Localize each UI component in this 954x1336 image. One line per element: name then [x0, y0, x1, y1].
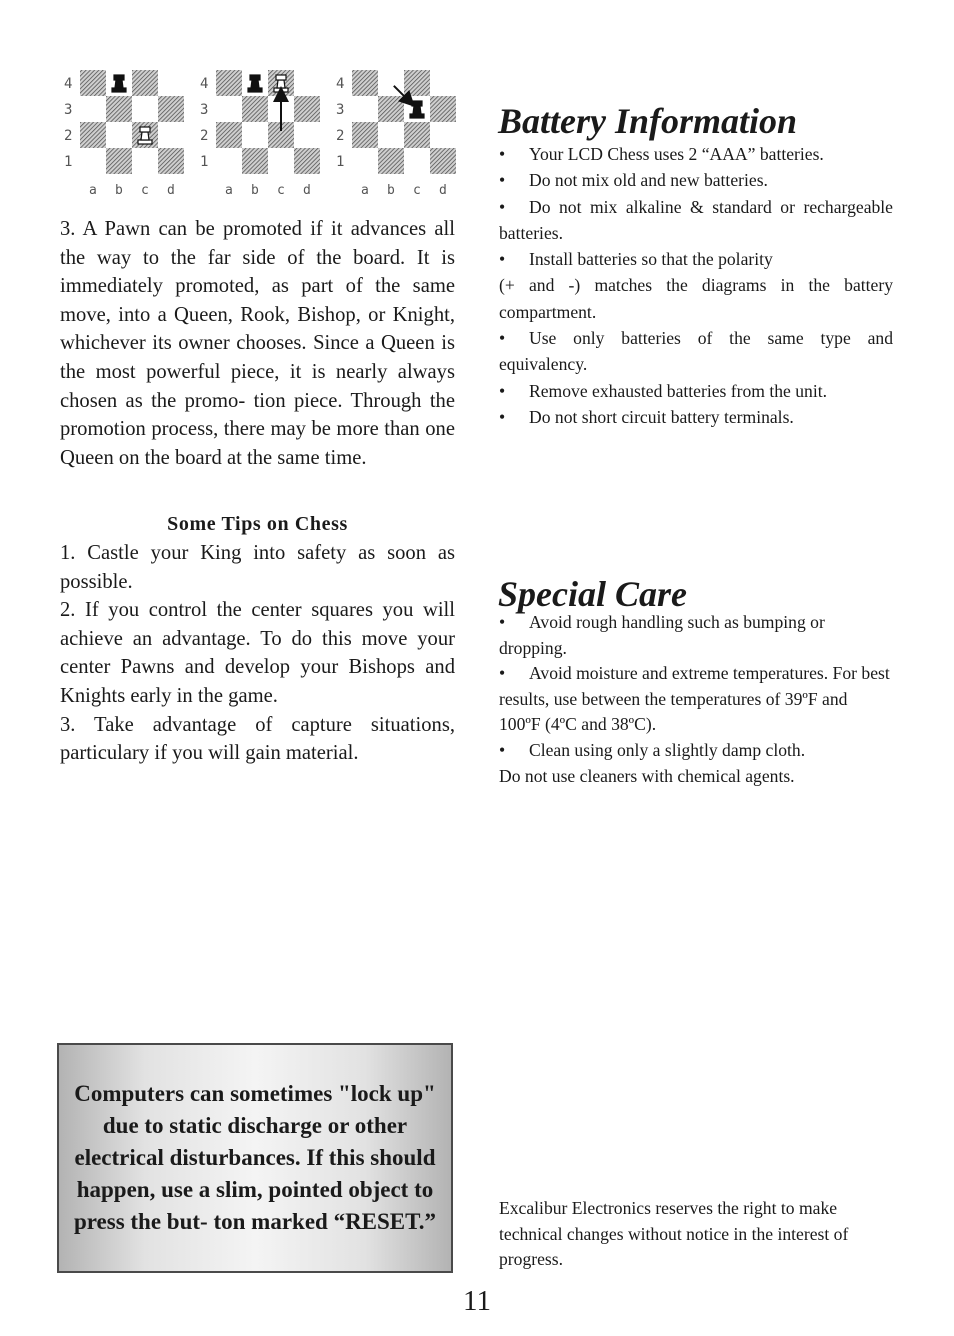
board-square [404, 70, 430, 96]
rank-label: 1 [64, 154, 73, 170]
board-square [378, 148, 404, 174]
list-item: • Your LCD Chess uses 2 “AAA” batteries. [499, 141, 893, 167]
bullet-icon: • [499, 739, 506, 760]
bullet-icon: • [499, 406, 506, 427]
rank-label: 3 [336, 102, 345, 118]
reset-notice-text: Computers can sometimes "lock up" due to static discharge or other electrical disturbances. If this should happen, use a slim, pointed object to press the but- ton marked “RESET.” [73, 1081, 437, 1234]
bullet-icon: • [499, 328, 506, 349]
file-label: b [387, 183, 395, 198]
tip-item: 1. Castle your King into safety as soon as possible. [60, 542, 455, 593]
board-square [352, 70, 378, 96]
bullet-icon: • [499, 196, 506, 217]
list-item: • Use only batteries of the same type and equivalency. [499, 325, 893, 378]
battery-heading: Battery Information [498, 101, 798, 141]
board-square [80, 148, 106, 174]
board-square [158, 96, 184, 122]
special-care-list [499, 610, 893, 789]
board-square [132, 70, 158, 96]
rank-label: 2 [336, 128, 345, 144]
file-label: a [361, 183, 369, 198]
board-square [430, 148, 456, 174]
board-square [294, 148, 320, 174]
rank-label: 2 [64, 128, 73, 144]
list-item: • Do not mix old and new batteries. [499, 167, 893, 193]
file-label: b [251, 183, 259, 198]
board-square [158, 122, 184, 148]
rank-label: 2 [200, 128, 209, 144]
file-label: c [413, 183, 421, 198]
pawn-head [140, 127, 150, 132]
file-label: a [89, 183, 97, 198]
board-square [352, 122, 378, 148]
rank-label: 3 [200, 102, 209, 118]
tips-heading: Some Tips on Chess [167, 513, 348, 535]
list-item: • Do not mix alkaline & standard or rechargeable batteries. [499, 194, 893, 247]
board-square [242, 122, 268, 148]
pawn-body [277, 80, 285, 88]
list-item: • Avoid moisture and extreme temperatures. For best results, use between the temperatures of 39ºF and 100ºF (4ºC and 38ºC). [499, 663, 890, 735]
rank-label: 4 [336, 76, 345, 92]
chess-diagram-3 [332, 66, 462, 200]
board-square [216, 148, 242, 174]
list-item-continuation: (+ and -) matches the diagrams in the battery compartment. [499, 275, 893, 322]
board-square [132, 148, 158, 174]
file-label: d [303, 183, 311, 198]
special-care-heading: Special Care [498, 574, 687, 614]
file-label: d [167, 183, 175, 198]
board-square [106, 148, 132, 174]
bullet-icon: • [499, 380, 506, 401]
rank-label: 4 [64, 76, 73, 92]
list-item: • Install batteries so that the polarity [499, 246, 893, 272]
list-item: • Do not short circuit battery terminals. [499, 404, 893, 430]
board-square [404, 148, 430, 174]
board-square [430, 70, 456, 96]
board-square [80, 96, 106, 122]
rank-label: 1 [336, 154, 345, 170]
board-square [80, 122, 106, 148]
bullet-icon: • [499, 663, 506, 684]
pawn-head [412, 101, 422, 106]
list-item: • Avoid rough handling such as bumping or dropping. [499, 612, 825, 658]
file-label: c [141, 183, 149, 198]
file-label: a [225, 183, 233, 198]
board-square [80, 70, 106, 96]
board-square [378, 96, 404, 122]
board-square [106, 122, 132, 148]
rank-label: 3 [64, 102, 73, 118]
pawn-body [251, 80, 259, 88]
pawn-promotion-paragraph: 3. A Pawn can be promoted if it advances all the way to the far side of the board. It is immediately promoted, as part of the same move, into a Queen, Rook, Bishop, or Knight, whichever its owner chooses. Since a Queen is the most powerful piece, it is nearly always chosen as the promo- tion piece. Through the promotion process, there may be more than one Queen on the board at the same time. [60, 218, 455, 469]
board-square [216, 96, 242, 122]
tips-list [60, 539, 455, 768]
pawn-body [413, 106, 421, 114]
bullet-icon: • [499, 612, 506, 632]
board-square [294, 96, 320, 122]
pawn-head [250, 75, 260, 80]
bullet-icon: • [499, 170, 506, 191]
tip-item: 2. If you control the center squares you will achieve an advantage. To do this move your center Pawns and develop your Bishops and Knights early in the game. [60, 599, 455, 707]
disclaimer-text: Excalibur Electronics reserves the right to make technical changes without notice in the interest of progress. [499, 1198, 849, 1269]
board-square [242, 96, 268, 122]
pawn-base [138, 140, 152, 144]
tip-item: 3. Take advantage of capture situations, particulary if you will gain material. [60, 713, 455, 765]
board-square [106, 96, 132, 122]
board-square [294, 70, 320, 96]
board-square [294, 122, 320, 148]
list-item-continuation: Do not use cleaners with chemical agents. [499, 765, 795, 786]
list-item: • Clean using only a slightly damp cloth. [499, 738, 893, 764]
pawn-head [114, 75, 124, 80]
list-item: • Remove exhausted batteries from the unit. [499, 378, 893, 404]
board-square [242, 148, 268, 174]
file-label: b [115, 183, 123, 198]
board-square [158, 148, 184, 174]
file-label: c [277, 183, 285, 198]
pawn-head [276, 75, 286, 80]
board-square [430, 96, 456, 122]
board-square [158, 70, 184, 96]
bullet-icon: • [499, 249, 506, 270]
chess-diagram-1 [60, 66, 190, 200]
rank-label: 1 [200, 154, 209, 170]
bullet-icon: • [499, 144, 506, 164]
board-square [352, 148, 378, 174]
board-square [378, 122, 404, 148]
pawn-body [141, 132, 149, 140]
pawn-body [115, 80, 123, 88]
page-number: 11 [463, 1285, 491, 1317]
board-square [430, 122, 456, 148]
board-square [352, 96, 378, 122]
board-square [132, 96, 158, 122]
board-square [268, 148, 294, 174]
file-label: d [439, 183, 447, 198]
battery-list [499, 141, 893, 430]
reset-notice-box [57, 1043, 453, 1273]
pawn-promotion-diagrams [60, 66, 458, 200]
chess-diagram-2 [196, 66, 326, 200]
board-square [404, 122, 430, 148]
board-square [216, 122, 242, 148]
rank-label: 4 [200, 76, 209, 92]
board-square [216, 70, 242, 96]
